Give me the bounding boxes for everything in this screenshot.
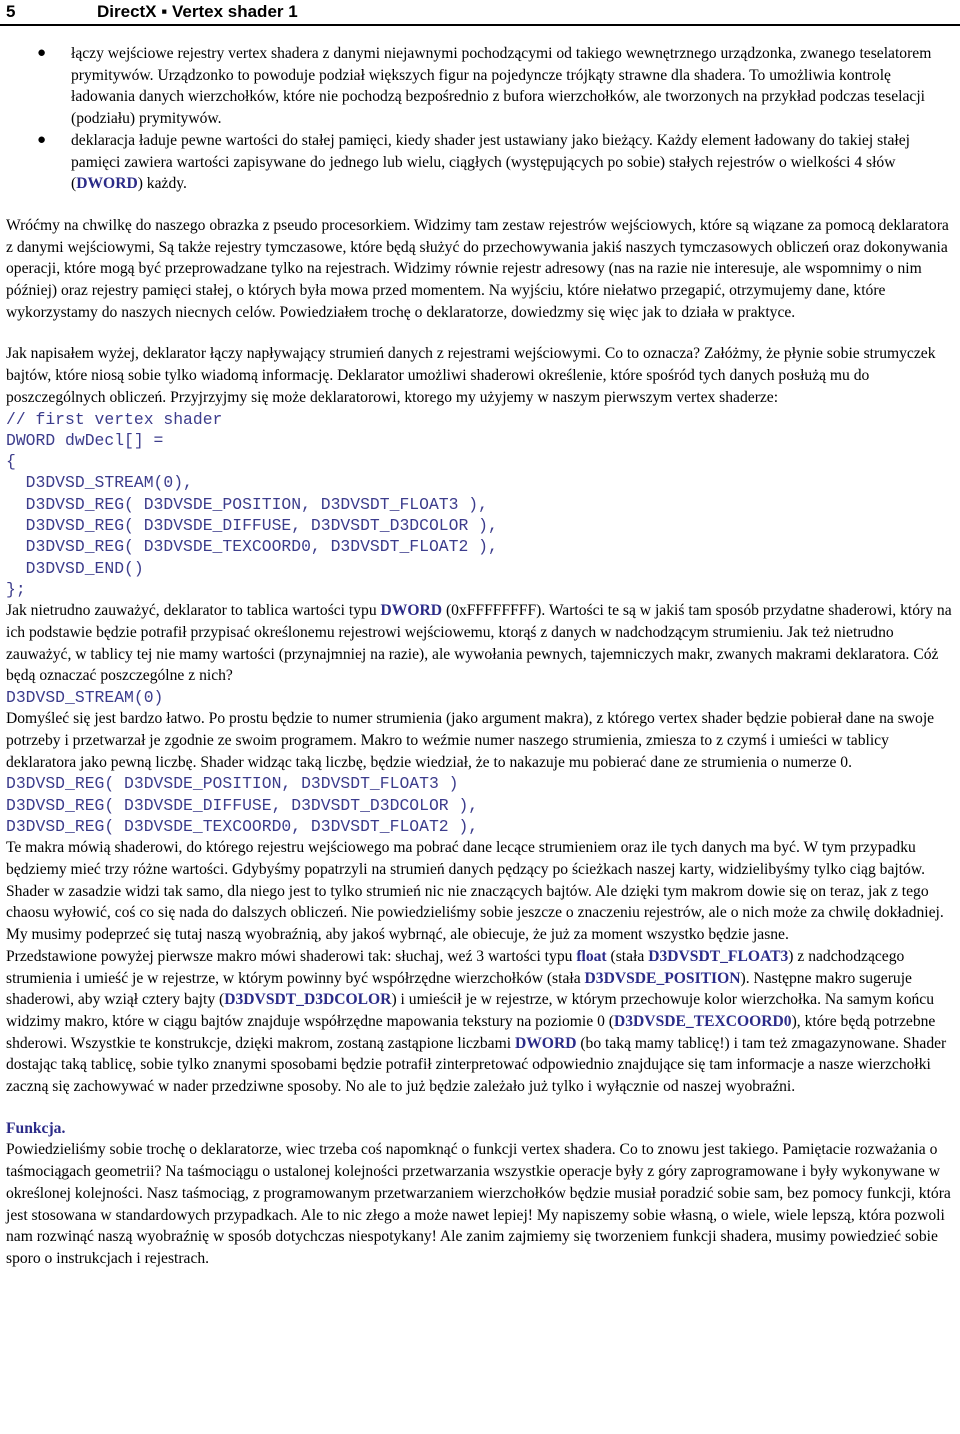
code-line: D3DVSD_REG( D3DVSDE_DIFFUSE, D3DVSDT_D3DCOLOR ),	[6, 795, 479, 815]
code-line: D3DVSD_REG( D3DVSDE_POSITION, D3DVSDT_FLOAT3 ),	[6, 494, 488, 514]
paragraph: Domyśleć się jest bardzo łatwo. Po prostu będzie to numer strumienia (jako argument makra), z którego vertex shader będzie pobierał dane na swoje potrzeby i przetwarzał je zgodnie ze swoim programem. Makro to weźmie numer naszego strumienia, zmiesza to z czymś i umieści w tablicy deklaratora jako pewną liczbę. Shader widząc taką liczbę, będzie wiedział, że to nakazuje mu pobierać dane ze strumienia o numerze 0.	[6, 710, 935, 771]
paragraph	[6, 946, 952, 1098]
bullet-icon: ●	[37, 131, 47, 148]
text-run: (0xFFFFFFFF). Wartości te są w jakiś tam sposób przydatne shaderowi, który na ich podstawie będzie potrafił przypisać określonemu rejestrowi wejściowemu, ktorąś z danych w nadchodzącym strumieniu. Jak też nietrudno zauważyć, w tablicy tej nie mamy wartości (przynajmniej na razie), ale wywołania pewnych, tajemniczych makr, zwanych makrami deklaratora. Cóż będą oznaczać poszczególne z nich?	[6, 602, 952, 685]
document-body	[6, 43, 952, 1270]
code-line: // first vertex shader	[6, 409, 223, 429]
keyword: DWORD	[76, 175, 138, 193]
header-title: DirectX ▪ Vertex shader 1	[97, 2, 298, 21]
text-run: Przedstawione powyżej pierwsze makro mówi shaderowi tak: słuchaj, weź 3 wartości typu	[6, 947, 577, 965]
bullet-icon: ●	[37, 45, 47, 61]
text-run: ), które będą potrzebne shderowi. Wszystkie te konstrukcje, dzięki makrom, zostaną zastąpione liczbami	[6, 1012, 936, 1052]
paragraph: Wróćmy na chwilkę do naszego obrazka z pseudo procesorkiem. Widzimy tam zestaw rejestrów wejściowych, które są wiązane za pomocą deklaratora z danymi wejściowymi, Są także rejestry tymczasowe, które będą służyć do przechowywania jakiś naszych tymczasowych obliczeń oraz dokonywania operacji, które mogą być przeprowadzane tylko na rejestrach. Widzimy równie rejestr adresowy (nas na razie nie interesuje, ale wspomnimy o nim później) oraz rejestry pamięci stałej, o których była mowa przed momentem. Na wyjściu, które niełatwo przegapić, otrzymujemy dane, które wykorzystamy do naszych niecnych celów. Powiedziałem trochę o deklaratorze, dowiedzmy się więc jak to działa w praktyce.	[6, 216, 949, 321]
code-line: D3DVSD_REG( D3DVSDE_DIFFUSE, D3DVSDT_D3DCOLOR ),	[6, 516, 498, 536]
bullet-text: łączy wejściowe rejestry vertex shadera z danymi niejawnymi pochodzącymi od takiego wewnętrznego urządzonka, zwanego teselatorem prymitywów. Urządzonko to powoduje podział większych figur na pojedyncze trójkąty strawne dla shadera. To umożliwia kontrolę ładowania danych wierzchołków, które nie pochodzą bezpośrednio z bufora wierzchołków, ale tworzonych na przykład podczas teselacji (podziału) prymitywów.	[71, 45, 932, 128]
keyword: D3DVSDT_D3DCOLOR	[224, 991, 392, 1009]
paragraph: Powiedzieliśmy sobie trochę o deklaratorze, wiec trzeba coś napomknąć o funkcji vertex shadera. Co to znowu jest takiego. Pamiętacie rozważania o taśmociągach geometrii? Na taśmociągu o ustalonej kolejności przetwarzania wszystkie operacje były z góry zaprogramowane i były wykonywane w określonej kolejności. Nasz taśmociąg, z programowanym przetwarzaniem wierzchołków będzie musiał poradzić sobie sam, bez pomocy funkcji, która jest stosowana w standardowych przypadkach. Ale to nic złego a może nawet lepiej! My napiszemy sobie własną, o wiele, wiele lepszą, która pozwoli nam rozwinąć naszą wyobraźnię w sposób dotychczas niespotykany! Ale zanim zajmiemy się tworzeniem funkcji shadera, musimy powiedzieć sobie sporo o instrukcjach i rejestrach.	[6, 1141, 951, 1267]
code-line: {	[6, 452, 16, 472]
code-block	[6, 687, 952, 708]
paragraph	[6, 600, 952, 687]
bullet-text: ) każdy.	[137, 175, 187, 193]
code-line: D3DVSD_REG( D3DVSDE_POSITION, D3DVSDT_FLOAT3 )	[6, 774, 459, 794]
list-item	[6, 43, 952, 130]
list-item	[6, 130, 952, 195]
keyword: D3DVSDE_TEXCOORD0	[613, 1012, 792, 1030]
text-run: (bo taką mamy tablicę!) i tam też zmagazynowane. Shader dostając taką tablicę, sobie tylko znanymi sposobami będzie potrafił zinterpretować odpowiednio znajdujące się tam informacje a nasze wierzchołki zaczną się zachowywać w nader przedziwne sposoby. No ale to już będzie zależało już tylko i wyłącznie od naszej wyobraźni.	[6, 1034, 947, 1096]
text-run: ). Następne makro sugeruje shaderowi, aby wziął cztery bajty (	[6, 969, 912, 1009]
code-line: D3DVSD_STREAM(0)	[6, 688, 164, 708]
text-run: Jak nietrudno zauważyć, deklarator to tablica wartości typu	[6, 602, 381, 620]
code-line: D3DVSD_STREAM(0),	[6, 473, 193, 493]
keyword: DWORD	[380, 602, 443, 620]
code-line: D3DVSD_END()	[6, 558, 144, 578]
code-line: D3DVSD_REG( D3DVSDE_TEXCOORD0, D3DVSDT_FLOAT2 ),	[6, 817, 479, 837]
text-run: ) z nadchodzącego strumienia i umieść je w rejestrze, w którym powinny być współrzędne wierzchołków (stała	[6, 947, 905, 987]
header-rule	[0, 24, 960, 26]
text-run: ) i umieścił je w rejestrze, w którym przechowuje kolor wierzchołka. Na samym końcu widzimy makro, które w ciągu bajtów znajduje współrzędne mapowania tekstury na poziomie 0 (	[6, 991, 935, 1030]
code-line: DWORD dwDecl[] =	[6, 430, 164, 450]
paragraph: Jak napisałem wyżej, deklarator łączy napływający strumień danych z rejestrami wejściowymi. Co to oznacza? Załóżmy, że płynie sobie strumyczek bajtów, które niosą sobie tylko wiadomą informację. Deklarator umożliwi shaderowi określenie, które spośród tych danych posłużą mu do poszczególnych obliczeń. Przyjrzyjmy się może deklaratorowi, ktorego my użyjemy w naszym pierwszym vertex shaderze:	[6, 345, 936, 406]
text-run: (stała	[606, 947, 649, 965]
keyword: D3DVSDE_POSITION	[584, 969, 741, 987]
keyword: D3DVSDT_FLOAT3	[648, 947, 789, 965]
page-header	[0, 0, 960, 24]
bullet-list	[6, 43, 952, 195]
code-line: D3DVSD_REG( D3DVSDE_TEXCOORD0, D3DVSDT_FLOAT2 ),	[6, 537, 498, 557]
code-block	[6, 773, 952, 837]
paragraph: Te makra mówią shaderowi, do którego rejestru wejściowego ma pobrać dane lecące strumieniem oraz ile tych danych ma być. W tym przypadku będziemy mieć trzy różne wartości. Gdybyśmy popatrzyli na strumień danych pędzący po ścieżkach naszej karty, widzielibyśmy tylko ciąg bajtów. Shader w zasadzie widzi tak samo, dla niego jest to tylko strumień nic nie znaczących bajtów. Ale dzięki tym makrom dowie się on teraz, jak z tego chaosu wyłowić, coś co się nada do dalszych obliczeń. Nie powiedzieliśmy sobie jeszcze o znaczeniu rejestrów, ale o nich może za chwilę dokładniej. My musimy podeprzeć się tutaj naszą wyobraźnią, aby jakoś wybrnąć, ale obiecuje, że już za moment wszystko będzie jasne.	[6, 839, 944, 944]
keyword: float	[576, 947, 607, 965]
page-number: 5	[6, 2, 16, 21]
keyword: DWORD	[514, 1034, 577, 1052]
code-line: };	[6, 579, 26, 599]
section-heading: Funkcja.	[6, 1119, 66, 1137]
bullet-text: deklaracja ładuje pewne wartości do stałej pamięci, kiedy shader jest ustawiany jako bieżący. Każdy element ładowany do takiej stałej pamięci zawiera wartości zapisywane do jednego lub wielu, ciągłych (występujących po sobie) stałych rejestrów o wielkości 4 słów (	[71, 131, 910, 193]
code-block	[6, 409, 952, 601]
